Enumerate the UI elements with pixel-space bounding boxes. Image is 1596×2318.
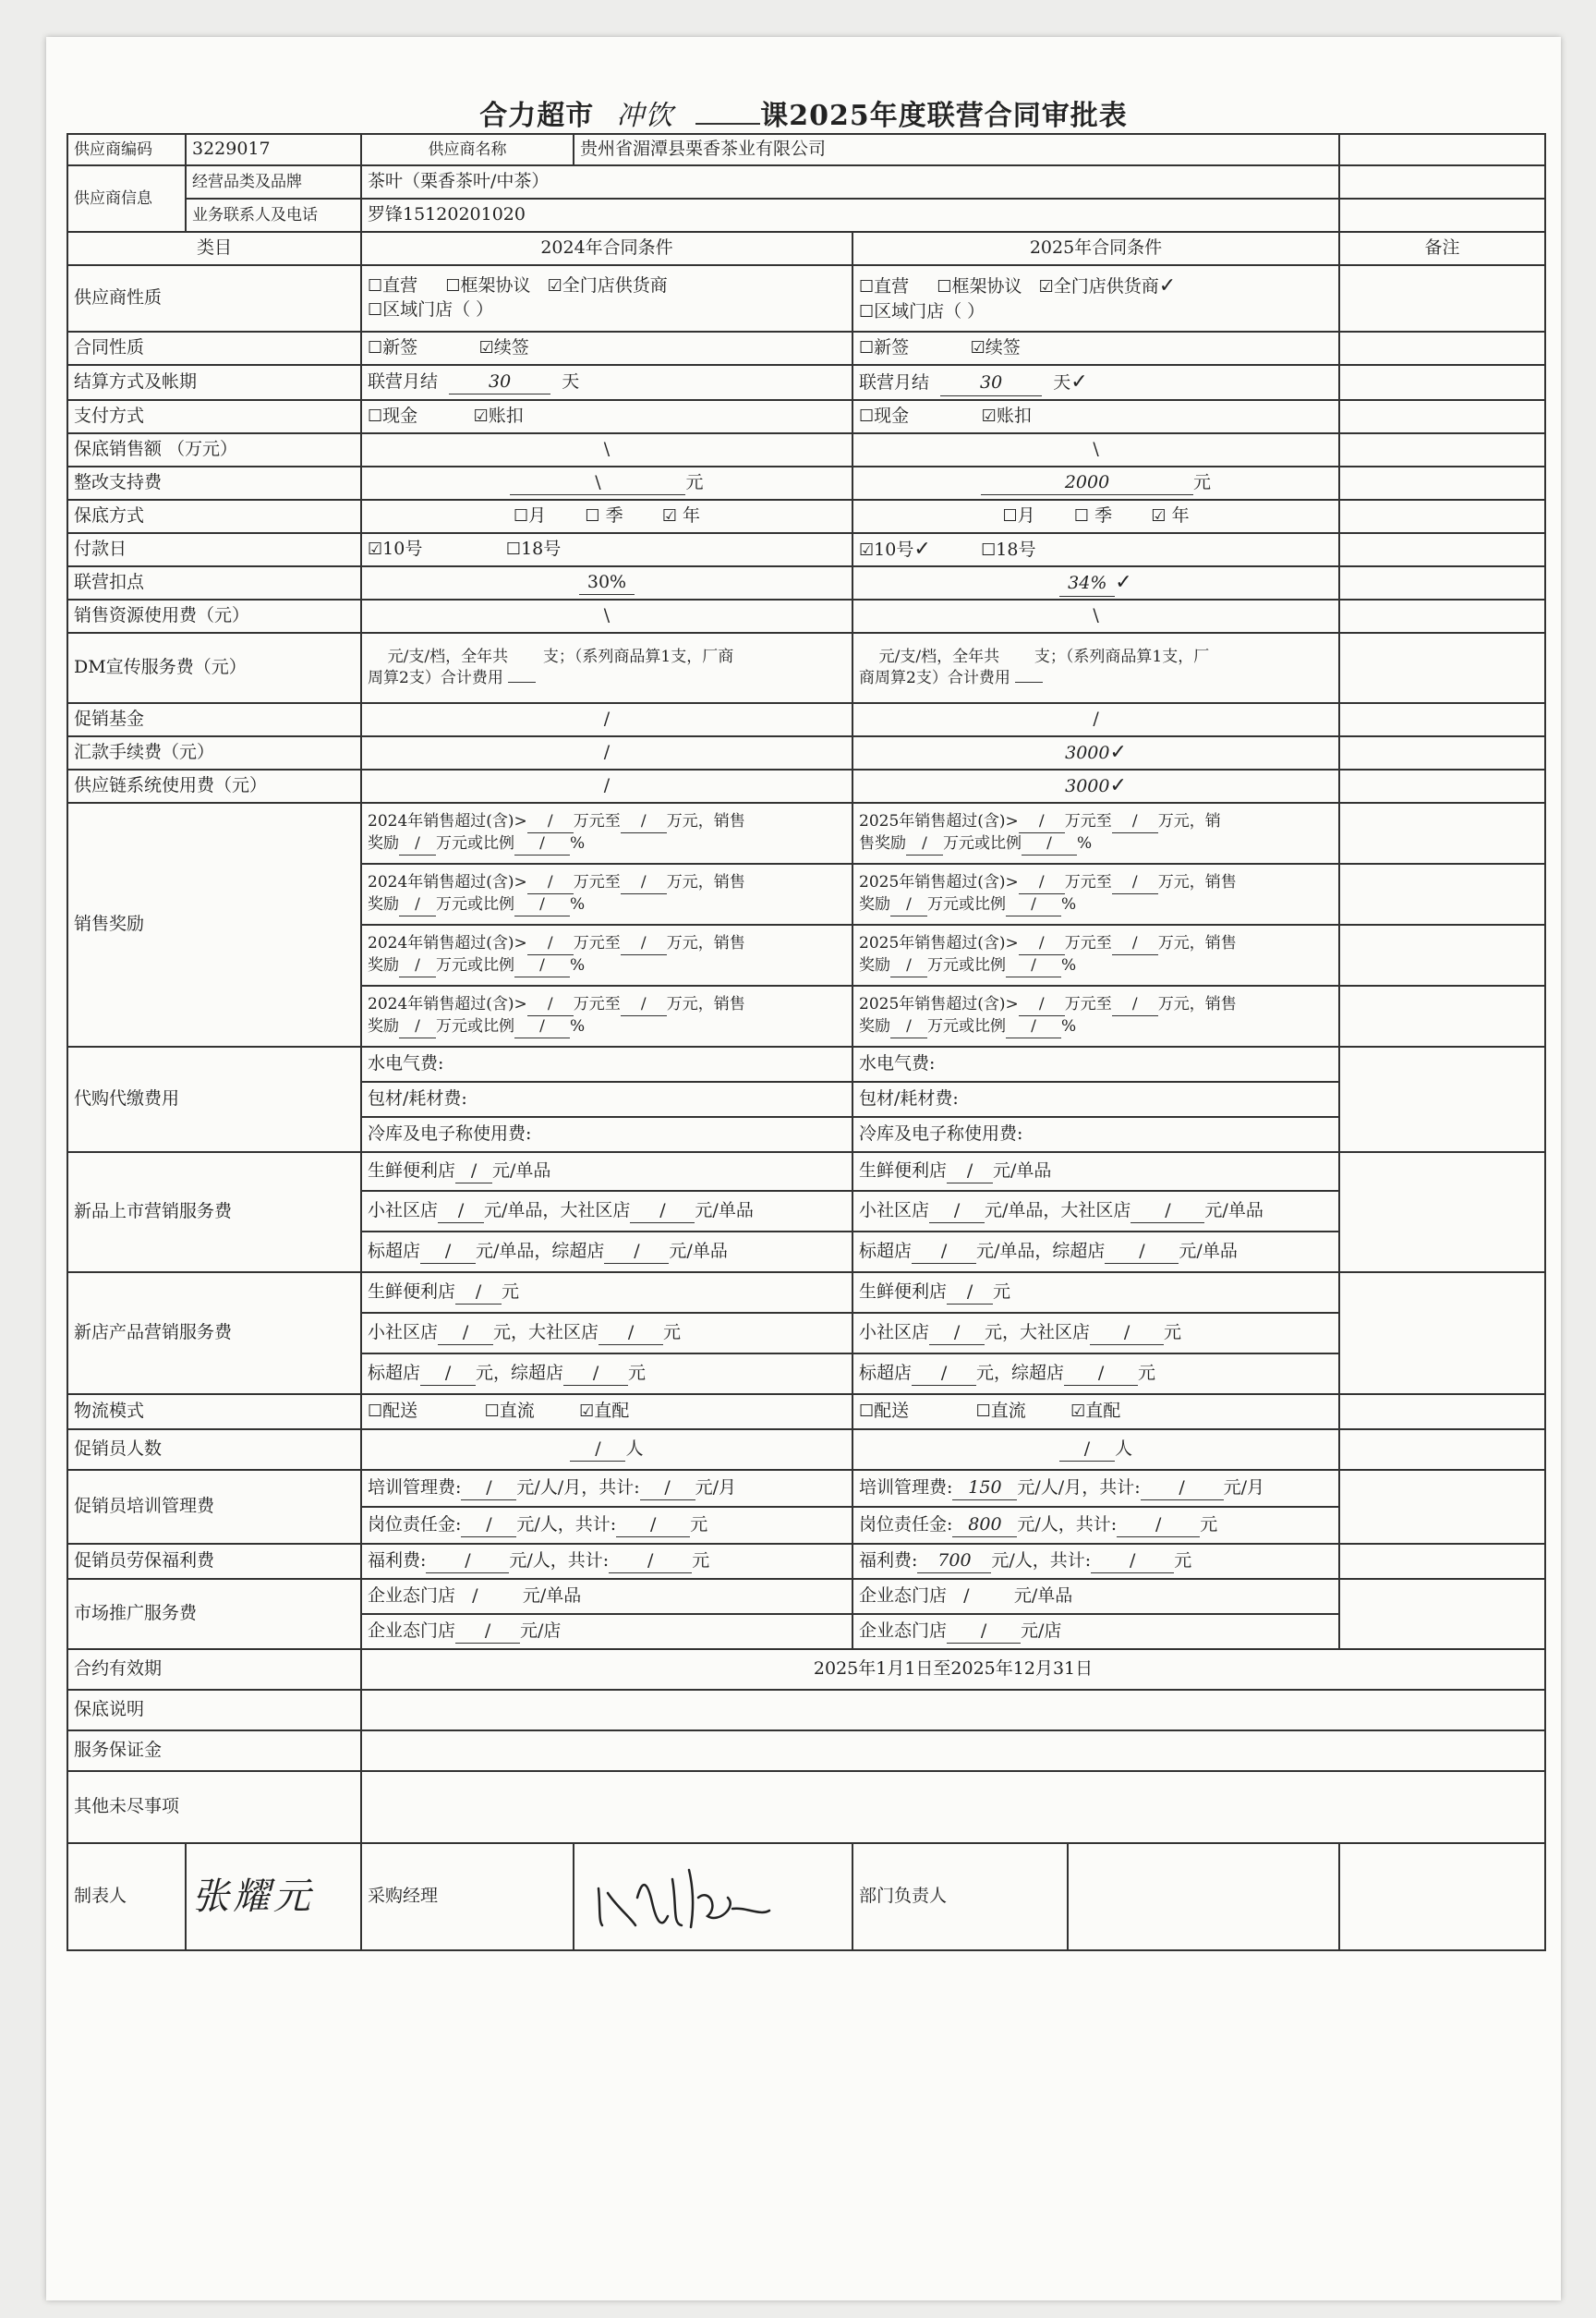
pay-2025: ☐现金 ☑账扣 xyxy=(852,400,1339,433)
reward-2025-tier3: 2025年销售超过(含)> / 万元至 / 万元，销售 奖励 / 万元或比例 / % xyxy=(852,925,1339,986)
remit-label: 汇款手续费（元） xyxy=(67,736,361,770)
contract-2025: ☐新签 ☑续签 xyxy=(852,332,1339,365)
pay-2024: ☐现金 ☑账扣 xyxy=(361,400,852,433)
nature-2024: ☐直营 ☐框架协议 ☑全门店供货商 ☐区域门店（ ） xyxy=(361,265,852,332)
newprod-label: 新品上市营销服务费 xyxy=(67,1152,361,1272)
dm-2024: 元/支/档，全年共 支；（系列商品算1支，厂商 周算2支）合计费用 xyxy=(361,633,852,703)
salesres-2025: \ xyxy=(852,600,1339,633)
deduct-label: 联营扣点 xyxy=(67,566,361,600)
newstore-2024-c: 标超店 / 元，综超店 / 元 xyxy=(361,1353,852,1394)
supplier-code-label: 供应商编码 xyxy=(67,134,186,165)
promoters-label: 促销员人数 xyxy=(67,1429,361,1470)
market-2024-b: 企业态门店 / 元/店 xyxy=(361,1614,852,1649)
reward-2025-tier4: 2025年销售超过(含)> / 万元至 / 万元，销售 奖励 / 万元或比例 / % xyxy=(852,986,1339,1047)
deduct-2024: 30% xyxy=(361,566,852,600)
minsales-2025: \ xyxy=(852,433,1339,467)
guarantee-label: 保底方式 xyxy=(67,500,361,533)
settle-2025: 联营月结 30 天✓ xyxy=(852,365,1339,400)
supplier-info-label: 供应商信息 xyxy=(67,165,186,232)
category-value: 茶叶（栗香茶叶/中茶） xyxy=(361,165,1339,199)
reward-2024-tier1: 2024年销售超过(含)> / 万元至 / 万元，销售 奖励 / 万元或比例 / % xyxy=(361,803,852,864)
promofund-2024: / xyxy=(361,703,852,736)
market-2025-b: 企业态门店 / 元/店 xyxy=(852,1614,1339,1649)
nature-label: 供应商性质 xyxy=(67,265,361,332)
buyer-signature-scribble xyxy=(580,1851,792,1935)
header-category: 类目 xyxy=(67,232,361,265)
agency-2025-c: 冷库及电子称使用费: xyxy=(852,1117,1339,1152)
approval-table xyxy=(66,133,1546,1951)
minsales-2024: \ xyxy=(361,433,852,467)
agency-2025-b: 包材/耗材费: xyxy=(852,1082,1339,1117)
payday-2024: ☑10号 ☐18号 xyxy=(361,533,852,566)
contract-label: 合同性质 xyxy=(67,332,361,365)
dept-handwritten: 冲饮 xyxy=(594,92,695,135)
salesres-2024: \ xyxy=(361,600,852,633)
other-label: 其他未尽事项 xyxy=(67,1771,361,1843)
reward-2025-tier2: 2025年销售超过(含)> / 万元至 / 万元，销售 奖励 / 万元或比例 / % xyxy=(852,864,1339,925)
supplier-name-label: 供应商名称 xyxy=(361,134,574,165)
promoters-2025: / 人 xyxy=(852,1429,1339,1470)
newprod-2024-a: 生鲜便利店 / 元/单品 xyxy=(361,1152,852,1191)
dm-2025: 元/支/档，全年共 支；（系列商品算1支，厂 商周算2支）合计费用 xyxy=(852,633,1339,703)
pay-label: 支付方式 xyxy=(67,400,361,433)
training-2024-a: 培训管理费: / 元/人/月，共计: / 元/月 xyxy=(361,1470,852,1507)
guarantee-2024: ☐月 ☐ 季 ☑ 年 xyxy=(361,500,852,533)
logistics-label: 物流模式 xyxy=(67,1394,361,1429)
welfare-2024: 福利费: / 元/人，共计: / 元 xyxy=(361,1544,852,1579)
agency-2024-b: 包材/耗材费: xyxy=(361,1082,852,1117)
contact-value: 罗锋15120201020 xyxy=(361,199,1339,232)
header-remark: 备注 xyxy=(1339,232,1545,265)
logistics-2025: ☐配送 ☐直流 ☑直配 xyxy=(852,1394,1339,1429)
contract-2024: ☐新签 ☑续签 xyxy=(361,332,852,365)
reward-2024-tier3: 2024年销售超过(含)> / 万元至 / 万元，销售 奖励 / 万元或比例 / % xyxy=(361,925,852,986)
promofund-label: 促销基金 xyxy=(67,703,361,736)
header-2024: 2024年合同条件 xyxy=(361,232,852,265)
newprod-2025-c: 标超店 / 元/单品，综超店 / 元/单品 xyxy=(852,1232,1339,1272)
scm-label: 供应链系统使用费（元） xyxy=(67,770,361,803)
newprod-2025-a: 生鲜便利店 / 元/单品 xyxy=(852,1152,1339,1191)
welfare-2025: 福利费: 700 元/人，共计: / 元 xyxy=(852,1544,1339,1579)
contact-label: 业务联系人及电话 xyxy=(186,199,361,232)
newstore-2025-b: 小社区店 / 元，大社区店 / 元 xyxy=(852,1313,1339,1353)
training-2024-b: 岗位责任金: / 元/人，共计: / 元 xyxy=(361,1507,852,1544)
logistics-2024: ☐配送 ☐直流 ☑直配 xyxy=(361,1394,852,1429)
agency-2024-c: 冷库及电子称使用费: xyxy=(361,1117,852,1152)
scm-2025: 3000✓ xyxy=(852,770,1339,803)
deduct-2025: 34% ✓ xyxy=(852,566,1339,600)
minsales-label: 保底销售额 （万元） xyxy=(67,433,361,467)
maker-label: 制表人 xyxy=(67,1843,186,1950)
agency-2024-a: 水电气费: xyxy=(361,1047,852,1082)
salesres-label: 销售资源使用费（元） xyxy=(67,600,361,633)
agency-2025-a: 水电气费: xyxy=(852,1047,1339,1082)
market-label: 市场推广服务费 xyxy=(67,1579,361,1649)
dept-head-label: 部门负责人 xyxy=(852,1843,1068,1950)
newstore-2024-a: 生鲜便利店 / 元 xyxy=(361,1272,852,1313)
validity-label: 合约有效期 xyxy=(67,1649,361,1690)
remit-2025: 3000✓ xyxy=(852,736,1339,770)
basis-label: 保底说明 xyxy=(67,1690,361,1730)
buyer-label: 采购经理 xyxy=(361,1843,574,1950)
settle-label: 结算方式及帐期 xyxy=(67,365,361,400)
guarantee-2025: ☐月 ☐ 季 ☑ 年 xyxy=(852,500,1339,533)
newstore-2025-c: 标超店 / 元，综超店 / 元 xyxy=(852,1353,1339,1394)
category-label: 经营品类及品牌 xyxy=(186,165,361,199)
scm-2024: / xyxy=(361,770,852,803)
page-title: 合力超市 冲饮 课2025年度联营合同审批表 xyxy=(46,92,1561,135)
reno-2024: \ 元 xyxy=(361,467,852,500)
newstore-2024-b: 小社区店 / 元，大社区店 / 元 xyxy=(361,1313,852,1353)
welfare-label: 促销员劳保福利费 xyxy=(67,1544,361,1579)
settle-2024: 联营月结 30 天 xyxy=(361,365,852,400)
remit-2024: / xyxy=(361,736,852,770)
reward-2024-tier4: 2024年销售超过(含)> / 万元至 / 万元，销售 奖励 / 万元或比例 / % xyxy=(361,986,852,1047)
training-2025-b: 岗位责任金: 800 元/人，共计: / 元 xyxy=(852,1507,1339,1544)
training-2025-a: 培训管理费: 150 元/人/月，共计: / 元/月 xyxy=(852,1470,1339,1507)
buyer-signature xyxy=(574,1843,852,1950)
validity-value: 2025年1月1日至2025年12月31日 xyxy=(361,1649,1545,1690)
dm-label: DM宣传服务费（元） xyxy=(67,633,361,703)
contract-form-paper xyxy=(46,37,1561,2300)
agency-label: 代购代缴费用 xyxy=(67,1047,361,1152)
supplier-name: 贵州省湄潭县栗香茶业有限公司 xyxy=(574,134,1339,165)
header-2025: 2025年合同条件 xyxy=(852,232,1339,265)
training-label: 促销员培训管理费 xyxy=(67,1470,361,1544)
reward-2024-tier2: 2024年销售超过(含)> / 万元至 / 万元，销售 奖励 / 万元或比例 / % xyxy=(361,864,852,925)
newprod-2025-b: 小社区店 / 元/单品，大社区店 / 元/单品 xyxy=(852,1191,1339,1232)
reno-2025: 2000 元 xyxy=(852,467,1339,500)
promofund-2025: / xyxy=(852,703,1339,736)
deposit-label: 服务保证金 xyxy=(67,1730,361,1771)
reward-label: 销售奖励 xyxy=(67,803,361,1047)
payday-label: 付款日 xyxy=(67,533,361,566)
maker-signature: 张耀元 xyxy=(186,1843,361,1950)
newprod-2024-c: 标超店 / 元/单品，综超店 / 元/单品 xyxy=(361,1232,852,1272)
newstore-label: 新店产品营销服务费 xyxy=(67,1272,361,1394)
reward-2025-tier1: 2025年销售超过(含)> / 万元至 / 万元，销 售奖励 / 万元或比例 / % xyxy=(852,803,1339,864)
market-2025-a: 企业态门店 / 元/单品 xyxy=(852,1579,1339,1614)
market-2024-a: 企业态门店 / 元/单品 xyxy=(361,1579,852,1614)
newprod-2024-b: 小社区店 / 元/单品，大社区店 / 元/单品 xyxy=(361,1191,852,1232)
newstore-2025-a: 生鲜便利店 / 元 xyxy=(852,1272,1339,1313)
payday-2025: ☑10号✓ ☐18号 xyxy=(852,533,1339,566)
reno-label: 整改支持费 xyxy=(67,467,361,500)
promoters-2024: / 人 xyxy=(361,1429,852,1470)
supplier-code: 3229017 xyxy=(186,134,361,165)
nature-2025: ☐直营 ☐框架协议 ☑全门店供货商✓ ☐区域门店（ ） xyxy=(852,265,1339,332)
